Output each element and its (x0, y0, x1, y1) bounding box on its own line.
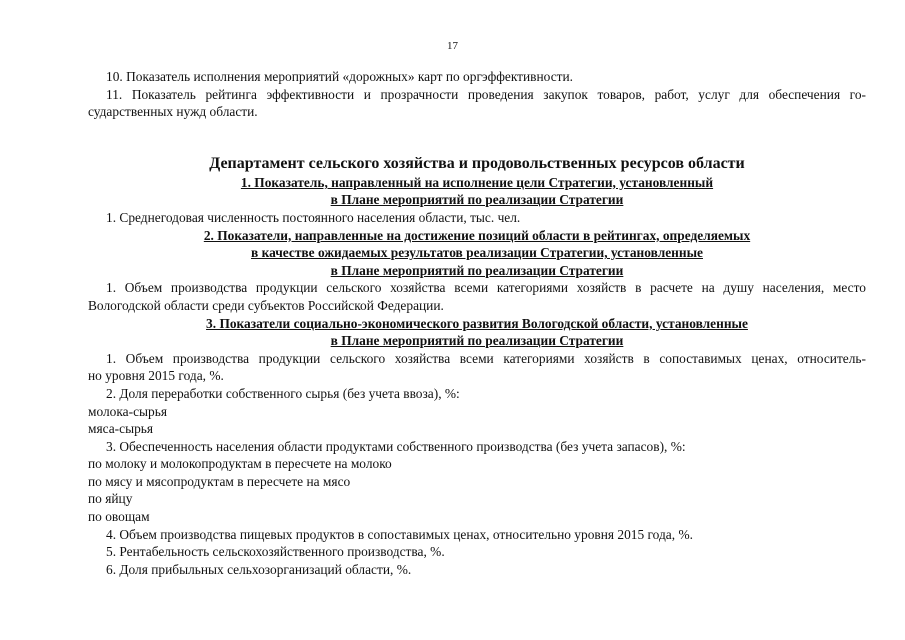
section3-item3: 3. Обеспеченность населения области продуктами собственного производства (без учета запасов), %: (106, 438, 686, 454)
section3-item3-sub: по яйцу (88, 491, 133, 507)
department-title: Департамент сельского хозяйства и продовольственных ресурсов области (209, 154, 745, 172)
section3-item3-sub: по овощам (88, 509, 150, 525)
item-11-line1: 11. Показатель рейтинга эффективности и прозрачности проведения закупок товаров, работ, услуг для обеспечения го- (106, 86, 866, 102)
section3-item2-sub: мяса-сырья (88, 421, 154, 437)
section3-item6: 6. Доля прибыльных сельхозорганизаций области, %. (106, 561, 412, 577)
section2-item1-line1: 1. Объем производства продукции сельского хозяйства всеми категориями хозяйств в расчете на душу населения, место (106, 280, 866, 296)
item-10: 10. Показатель исполнения мероприятий «дорожных» карт по оргэффективности. (106, 69, 573, 84)
spacer (88, 121, 866, 154)
section1-heading-line2: в Плане мероприятий по реализации Стратегии (330, 192, 624, 208)
section2-item1-line2: Вологодской области среди субъектов Российской Федерации. (88, 297, 444, 313)
section2-heading-line1: 2. Показатели, направленные на достижение позиций области в рейтингах, определяемых (203, 227, 751, 243)
item-11-line2: сударственных нужд области. (88, 104, 258, 120)
section2-heading-line2: в качестве ожидаемых результатов реализации Стратегии, установленные (251, 245, 703, 261)
document-body (88, 68, 866, 578)
section3-item1-line2: но уровня 2015 года, %. (88, 368, 224, 384)
section3-item5: 5. Рентабельность сельскохозяйственного производства, %. (106, 544, 445, 560)
section3-item1-line1: 1. Объем производства продукции сельского хозяйства всеми категориями хозяйств в сопоставимых ценах, относитель- (106, 350, 866, 366)
section3-item2-sub: молока-сырья (88, 403, 167, 419)
section3-heading-line1: 3. Показатели социально-экономического развития Вологодской области, установленные (206, 315, 748, 331)
page-number: 17 (447, 40, 458, 52)
section1-heading-line1: 1. Показатель, направленный на исполнение цели Стратегии, установленный (240, 174, 714, 190)
section3-item2: 2. Доля переработки собственного сырья (без учета ввоза), %: (106, 385, 460, 401)
section3-item3-sub: по молоку и молокопродуктам в пересчете на молоко (88, 456, 392, 472)
section3-item3-sub: по мясу и мясопродуктам в пересчете на мясо (88, 473, 351, 489)
section3-item4: 4. Объем производства пищевых продуктов в сопоставимых ценах, относительно уровня 2015 года, %. (106, 526, 693, 542)
section1-item-1: 1. Среднегодовая численность постоянного населения области, тыс. чел. (106, 209, 521, 225)
section3-heading-line2: в Плане мероприятий по реализации Стратегии (330, 333, 624, 349)
section2-heading-line3: в Плане мероприятий по реализации Стратегии (330, 262, 624, 278)
